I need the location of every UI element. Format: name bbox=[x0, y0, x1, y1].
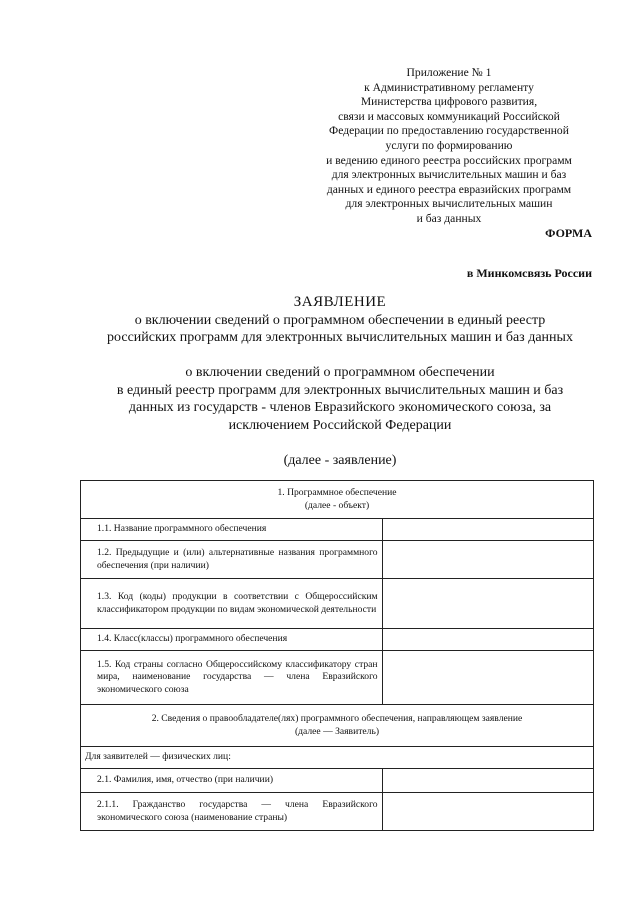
table-row bbox=[81, 769, 594, 793]
appendix-line: Приложение № 1 bbox=[406, 66, 492, 79]
appendix-line: для электронных вычислительных машин bbox=[345, 197, 553, 211]
section-title: 1. Программное обеспечение bbox=[277, 487, 397, 499]
title-line: российских программ для электронных вычислительных машин и баз данных bbox=[107, 330, 573, 345]
table-row bbox=[81, 651, 594, 705]
table-row bbox=[81, 519, 594, 541]
appendix-line: к Административному регламенту bbox=[364, 80, 534, 94]
appendix-line: Министерства цифрового развития, bbox=[360, 95, 538, 109]
document-title bbox=[60, 294, 620, 347]
section-subtitle: (далее — Заявитель) bbox=[294, 725, 380, 737]
table-row bbox=[81, 481, 594, 519]
individuals-subheader: Для заявителей — физических лиц: bbox=[81, 747, 594, 769]
appendix-line: Федерации по предоставлению государственной bbox=[329, 124, 569, 138]
section-1-header bbox=[81, 481, 594, 519]
software-name-field[interactable] bbox=[382, 519, 593, 541]
appendix-line: и ведению единого реестра российских программ bbox=[326, 153, 572, 167]
appendix-line: связи и массовых коммуникаций Российской bbox=[338, 109, 560, 123]
addressee: в Минкомсвязь России bbox=[466, 266, 592, 280]
form-label: ФОРМА bbox=[545, 226, 592, 240]
application-form-table bbox=[80, 480, 594, 831]
title-heading: ЗАЯВЛЕНИЕ bbox=[293, 294, 387, 310]
field-label: 2.1.1. Гражданство государства — члена Евразийского экономического союза (наименование страны) bbox=[81, 793, 383, 831]
title-line: исключением Российской Федерации bbox=[228, 417, 452, 433]
appendix-line: данных и единого реестра евразийских программ bbox=[326, 182, 572, 196]
country-code-field[interactable] bbox=[382, 651, 593, 705]
field-label: 1.3. Код (коды) продукции в соответствии с Общероссийским классификатором продукции по видам экономической деятельности bbox=[81, 579, 383, 629]
title-line: в единый реестр программ для электронных вычислительных машин и баз bbox=[116, 382, 564, 398]
appendix-line: для электронных вычислительных машин и баз bbox=[331, 168, 567, 182]
section-subtitle: (далее - объект) bbox=[304, 499, 370, 511]
appendix-line: услуги по формированию bbox=[385, 138, 513, 152]
title-line: данных из государств - членов Евразийского экономического союза, за bbox=[128, 400, 552, 415]
table-row bbox=[81, 629, 594, 651]
field-label: 1.1. Название программного обеспечения bbox=[81, 519, 383, 541]
table-row bbox=[81, 579, 594, 629]
appendix-line: и баз данных bbox=[416, 211, 482, 225]
field-label: 1.5. Код страны согласно Общероссийскому классификатору стран мира, наименование государства — члена Евразийского экономического союза bbox=[81, 651, 383, 705]
field-label: 2.1. Фамилия, имя, отчество (при наличии) bbox=[81, 769, 383, 793]
software-class-field[interactable] bbox=[382, 629, 593, 651]
appendix-header bbox=[306, 66, 592, 227]
table-row bbox=[81, 705, 594, 747]
table-row bbox=[81, 793, 594, 831]
alternative-title bbox=[60, 364, 620, 434]
alternative-names-field[interactable] bbox=[382, 541, 593, 579]
full-name-field[interactable] bbox=[382, 769, 593, 793]
table-row bbox=[81, 541, 594, 579]
product-code-field[interactable] bbox=[382, 579, 593, 629]
section-title: 2. Сведения о правообладателе(лях) программного обеспечения, направляющем заявление bbox=[151, 713, 523, 725]
field-label: 1.4. Класс(классы) программного обеспечения bbox=[81, 629, 383, 651]
title-hereafter: (далее - заявление) bbox=[283, 453, 397, 468]
title-line: о включении сведений о программном обеспечении в единый реестр bbox=[134, 312, 546, 328]
citizenship-field[interactable] bbox=[382, 793, 593, 831]
section-2-header bbox=[81, 705, 594, 747]
title-line: о включении сведений о программном обеспечении bbox=[185, 365, 495, 380]
table-row bbox=[81, 747, 594, 769]
field-label: 1.2. Предыдущие и (или) альтернативные названия программного обеспечения (при наличии) bbox=[81, 541, 383, 579]
